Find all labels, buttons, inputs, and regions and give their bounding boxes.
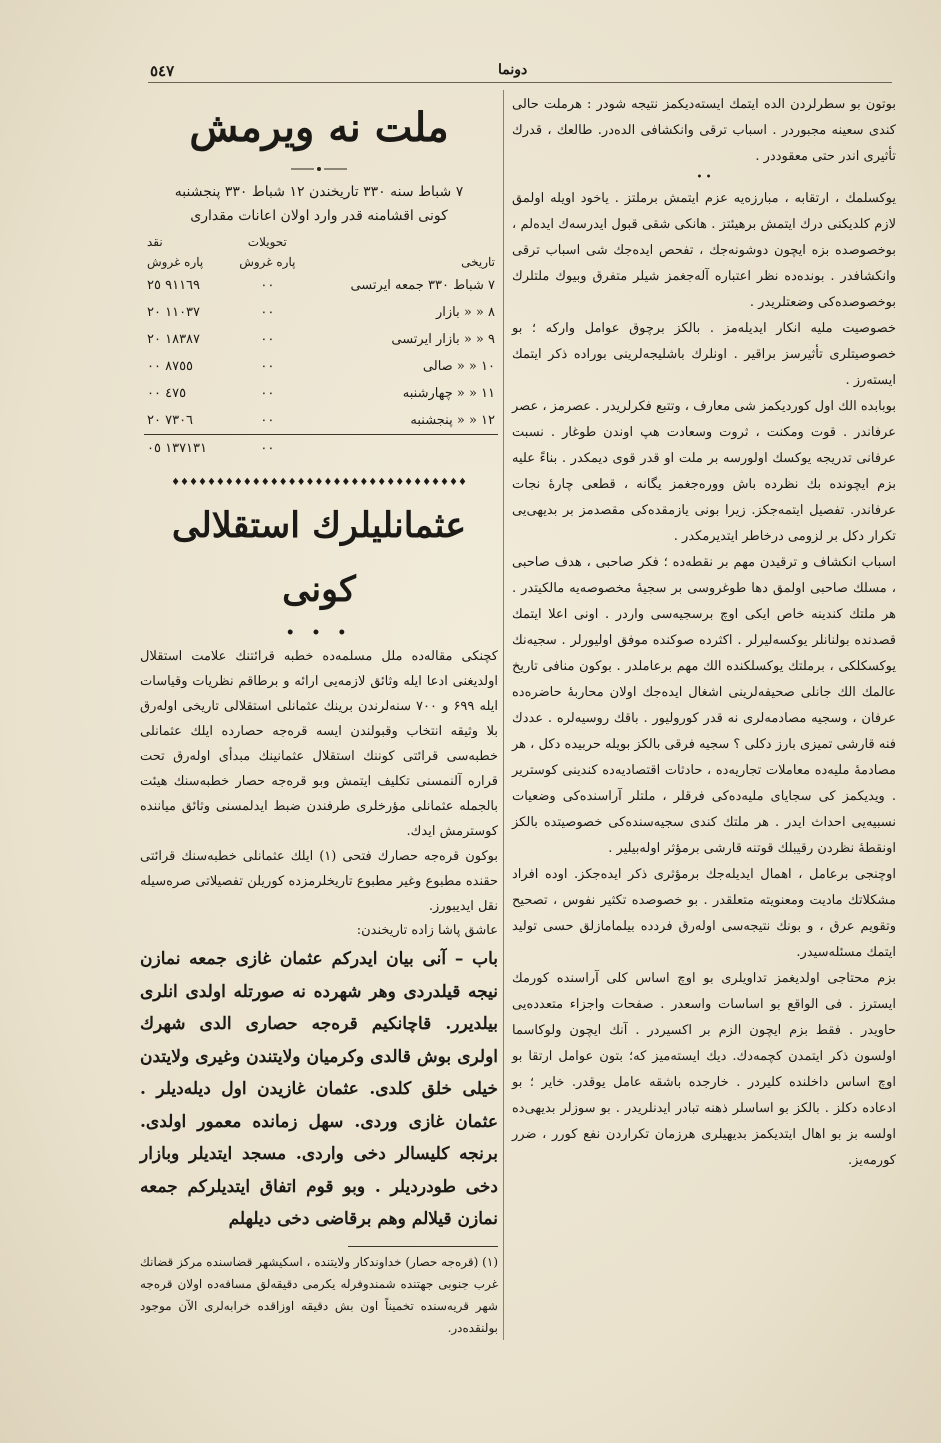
table-row — [144, 407, 498, 435]
right-paragraph: اسباب انکشاف و ترقیدن مهم بر نقطه‌ده ؛ فکر صاحبی ، هدف صاحبی ، مسلك صاحبی اولمق دها طوغروسی بر سجیۀ مخصوصه‌یه مالکیتدر . هر ملتك کندینه خاص ایکی اوچ برسجیه‌سی واردر . اونی اعلا ایتمك قصدنده بولنانلر یوکسه‌لیرلر . اکثرده صوکنده موفق اولیورلر . سجیه‌نك یوکسکلکی ، برملتك یوکسلکنده الك مهم برعاملدر . بوکون منافی تاریخ عالمك الك جانلی صحیفه‌لرینی اشغال ایده‌جك اولان محاربۀ حاضره‌ده عرفان ، وسجیه مصادمه‌لری نه قدر کورولیور . باقك روسیه‌لره . عددك فنه قارشی تمیزی بارز دکلی ؟ سجیه فرقی بالکز بویله حربیده دکل ، هر مصادمۀ ملیه‌ده معاملات تجاریه‌ده ، حادثات اقتصادیه‌ده کندینی کوستریر . ویدیکمز کی سجایای ملیه‌ده‌کی فرقلر ، ملتلر آراسنده‌کی وضعیات نسبیه‌یی احداث ایدر . هر ملتك کندی سجیه‌سنده‌کی خصوصیتده بالکز اونقطۀ نظردن رقیبلك قوتنه قارشی برمؤثر اوله‌بیلیر . — [512, 555, 896, 856]
cell-tahvilat: ٠٠ — [260, 386, 275, 401]
cell-tahvilat: ٠٠ — [260, 332, 275, 347]
paragraph-separator: • • — [696, 172, 712, 183]
table-row — [144, 380, 498, 407]
header-tarih-group — [307, 232, 498, 252]
footnote: (۱) (قره‌جه حصار) خداوندکار ولایتنده ، اسکیشهر قضاسنده مرکز قضانك غرب جنوبی جهتنده شمندوفرله یکرمی دقیقه‌لق مسافه‌ده اولان قره‌جه شهر قریه‌سنده تخمیناً اون بش دقیقه اوزاقده خرابه‌لری الآن موجود بولنقده‌در. — [140, 1254, 498, 1335]
cell-tahvilat: ٠٠ — [260, 305, 275, 320]
cell-total-naqd: ١٣٧١٣١ ٠٥ — [144, 435, 228, 463]
diamond-ornament-rule: ♦♦♦♦♦♦♦♦♦♦♦♦♦♦♦♦♦♦♦♦♦♦♦♦♦♦♦♦♦♦♦♦♦ — [171, 477, 467, 488]
cell-tarih: ۹ « « بازار ایرتسی — [391, 332, 495, 347]
title-ornament — [140, 160, 498, 178]
article-title: عثمانلیلرك استقلالی كونی — [171, 505, 467, 610]
cell-tahvilat: ٠٠ — [260, 413, 275, 428]
right-paragraph: بزم محتاجی اولدیغمز تداویلری بو اوچ اساس کلی آراسنده کورمك ایسترز . فی الواقع بو اساسات واسعدر . صفحات واجزاء متعددەیی حاویدر . فقط بزم ایچون الزم بر اکسیردر . آنك ایچون ولوکاسما اولسون ذکر ایتمدن کچمه‌دك. دیك ایسته‌میز که؛ بتون عوامل ارتقا بو اوچ اساس داخلنده کلیردر . خارجده باشقه عامل یوقدر. خایر ؛ بو ادعاده دکلز . بالکز بو اساسلر ذهنه تبادر ایدنلریدر . بو سوزلر بدیهی‌ده اولسه بز بو اهال ایتدیکمز بدیهیلری هرزمان تکراردن نفع کورر ، ضرر کورمه‌یز. — [512, 971, 896, 1168]
article-paragraph: بوکون قره‌جه حصارك فتحی (۱) ایلك عثمانلی خطبه‌سنك قرائتی حقنده مطبوع وغیر مطبوع تاریخلرمزده کوریلن تفصیلاتی صره‌سیله نقل ایدیبورز. — [140, 849, 499, 914]
article-dots: • • • — [285, 625, 353, 641]
table-row — [144, 272, 498, 299]
donations-table — [144, 232, 498, 462]
cell-naqd: ٨٧٥٥ ٠٠ — [147, 359, 194, 374]
cell-tarih: ۱۲ « « پنجشنبه — [410, 413, 495, 428]
quote-source: عاشق پاشا زاده تاریخندن: — [356, 923, 498, 938]
cell-naqd: ٩١١٦٩ ٢٥ — [147, 278, 201, 293]
cell-tahvilat: ٠٠ — [260, 359, 275, 374]
table-row — [144, 299, 498, 326]
right-paragraph: بوتون بو سطرلردن الده ایتمك ایسته‌دیکمز نتیجه شودر : هرملت حالی کندی سعینه مجبوردر . اسباب ترقی وانکشافی الده‌در. طالعك ، قدرك تأثیری اندر حتی معقوددر . — [512, 97, 896, 164]
header-tahvilat-group: تحویلات — [247, 235, 287, 249]
left-column — [140, 92, 498, 1339]
cell-tarih: ۷ شباط ۳۳۰ جمعه ایرتسی — [350, 278, 495, 293]
running-title: دونما — [498, 62, 528, 78]
header-tahvilat: پاره غروش — [239, 255, 296, 269]
header-tarih: تاریخی — [461, 255, 495, 269]
table-row — [144, 326, 498, 353]
cell-total-tahvilat: ٠٠ — [228, 435, 307, 463]
quote-text: باب – آنی بیان ایدرکم عثمان غازی جمعه نمازن نیجه قیلدردی وهر شهرده نه صورتله اولدی انلری بیلدیرر. قاچانکیم قره‌جه حصاری الدی شهرك اولری بوش قالدی وکرمیان ولایتندن وغیری ولایتدن خیلی خلق کلدی. عثمان غازیدن اول دیله‌دیلر . عثمان غازی وردی. سهل زمانده معمور اولدی. برنجه کلیسالر دخی واردی. مسجد ایتدیلر وبازار دخی طودردیلر . وبو قوم اتفاق ایتدیلرکم جمعه نمازن قیلالم وهم برقاضی دخی دیلهلم — [140, 949, 498, 1229]
right-column — [512, 92, 896, 1174]
right-paragraph: اوچنجی برعامل ، اهمال ایدیله‌جك برمؤثری ذکر ایده‌جکز. اوده افراد مشکلاتك مادیت ومعنویته متعلقدر . بو خصوصده تکثیر نفوس ، تصحیح وتقویم عرق ، و بونك نتیجه‌سی اوله‌رق فردده بیلمامازلق حسی تولید ایتمك مسئله‌سیدر. — [512, 867, 896, 960]
cell-tarih: ۸ « « بازار — [435, 305, 495, 320]
right-paragraph: یوکسلمك ، ارتقابه ، مبارزه‌یه عزم ایتمش برملتز . یاخود اویله اولمق لازم کلدیکنی درك ایتمش برهیئتز . هانکی شقی قبول ایدرسه‌ك ایدەلم ، بوخصوصده بزه ایچون دوشونه‌جك ، تفحص ایده‌جك شی اسباب ترقی وانکشافدر . بونده‌ده نظر اعتباره آله‌جغمز شیلر متفرق وبیوك ملتلرك بوخصوصده‌کی وضعتلریدر . — [512, 191, 896, 310]
cell-total-label — [307, 435, 498, 463]
header-naqd: پاره غروش — [147, 255, 204, 269]
table-caption-2: کونی اقشامنه قدر وارد اولان اعانات مقداری — [190, 208, 448, 224]
cell-tarih: ۱۰ « « صالی — [422, 359, 495, 374]
table-caption-1: ۷ شباط سنه ۳۳۰ تاریخندن ۱۲ شباط ۳۳۰ پنجشنبه — [174, 184, 464, 200]
right-paragraph: خصوصیت ملیه انکار ایدیله‌مز . بالکز برچوق عوامل وارکه ؛ بو خصوصیتلری تأثیرسز براقیر . اونلرك باشلیجه‌لرینی بوراده ذکر ایتمك ایسته‌رز . — [512, 321, 896, 388]
table-row — [144, 353, 498, 380]
table-total-row — [144, 435, 498, 463]
cell-naqd: ٧٣٠٦ ٢٠ — [147, 413, 194, 428]
column-divider — [503, 90, 504, 1340]
section-title: ملت نه ویرمش — [189, 104, 449, 151]
right-paragraph: بوبابده الك اول کوردیکمز شی معارف ، وتتبع فکرلریدر . عصرمز ، عصر عرفاندر . قوت ومکنت ، ثروت وسعادت هپ اوندن طوغار . نسبت عرفانی تدریجه یوکسك اولورسه بر ملت او قدر قوی دیمکدر . بناءً علیه بزم ایچونده بك نظرده باش وورەجغمز یگانه ، قطعی چارۀ نجات عرفاندر. تفصیل ایتمه‌جکز. زیرا بونی یازمقده‌کی مقصدمز بر بدیهی‌یی تکرار دکل بر لزومی درخاطر ایتدیرمکدر . — [512, 399, 896, 544]
page-number: ٥٤٧ — [150, 62, 175, 80]
article-paragraph: کچنکی مقاله‌ده ملل مسلمه‌ده خطبه قرائتنك علامت استقلال اولدیغنی ادعا ایله وثائق لازمه‌یی ارائه و برطاقم نظریات وقیاسات ایله ۶۹۹ و ۷۰۰ سنه‌لرندن برینك عثمانلی استقلالی تاریخی اوله‌رق بلا وثیقه انتخاب وقبولندن ایسه قره‌جه حصارده ایلك عثمانلی خطبه‌سی قرائتی کوننك استقلال عثمانینك مبدأی اوله‌رق تحت قراره آلنمسنی تکلیف ایتمش وبو قره‌جه حصار خطبه‌سنك هیئت بالجمله عثمانلی مؤرخلری طرفندن ضبط ایدلمسنی وثائق میاننده کوسترمش ایدك. — [140, 649, 498, 839]
header-rule — [148, 82, 892, 83]
cell-naqd: ١١٠٣٧ ٢٠ — [147, 305, 201, 320]
cell-tarih: ۱۱ « « چهارشنبه — [402, 386, 495, 401]
cell-tahvilat: ٠٠ — [260, 278, 275, 293]
cell-naqd: ٤٧٥ ٠٠ — [147, 386, 187, 401]
footnote-rule — [348, 1246, 498, 1247]
header-naqd-group: نقد — [147, 235, 163, 249]
cell-naqd: ١٨٣٨٧ ٢٠ — [147, 332, 201, 347]
